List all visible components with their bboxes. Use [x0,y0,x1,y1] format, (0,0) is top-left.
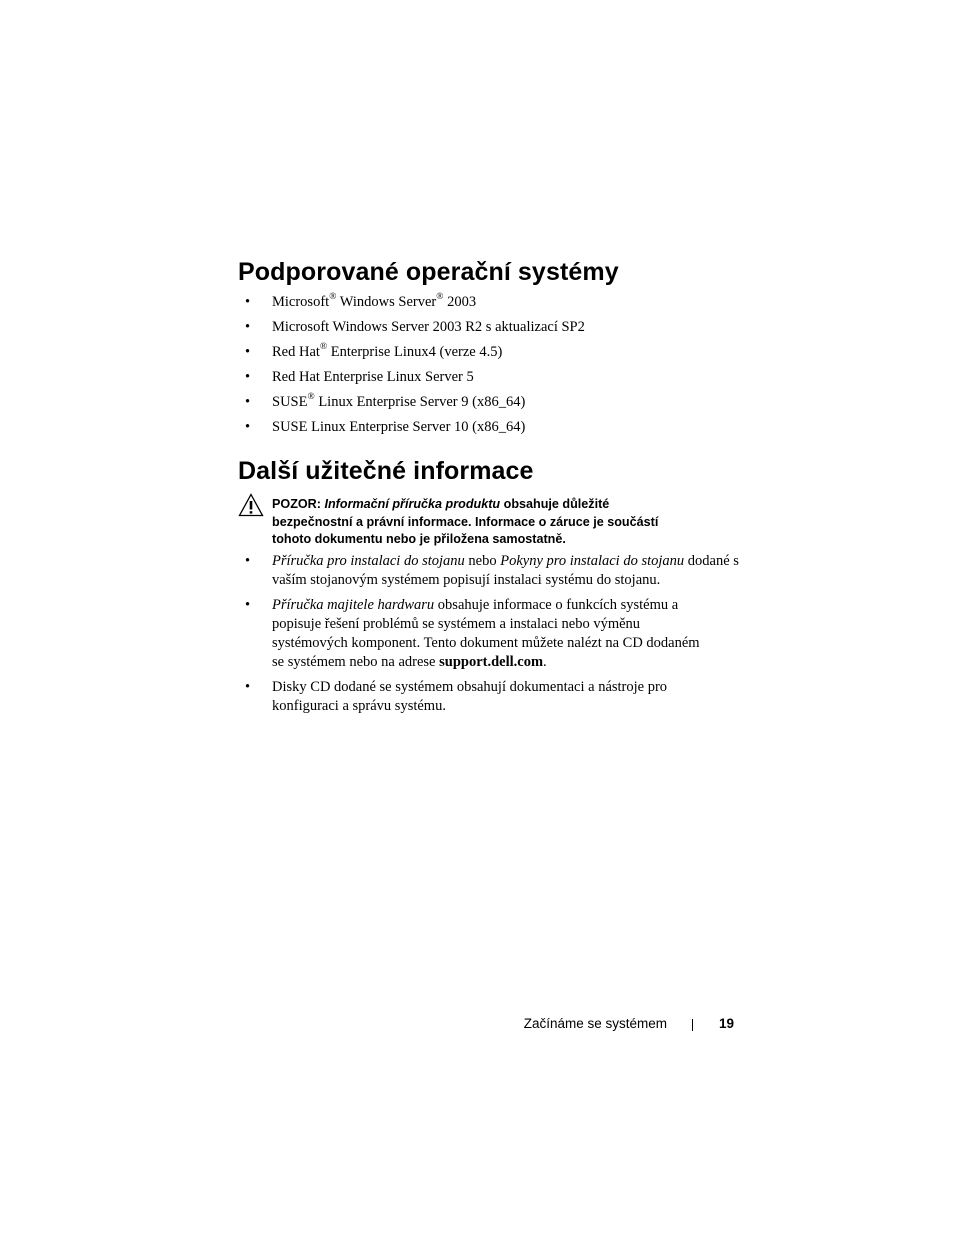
footer-separator [692,1019,693,1031]
list-item: • Microsoft Windows Server 2003 R2 s aktualizací SP2 [238,317,748,342]
list-item: • Red Hat Enterprise Linux Server 5 [238,367,748,392]
bullet: • [245,319,251,335]
section-heading-other-info: Další užitečné informace [238,457,534,485]
bullet: • [245,344,251,360]
bullet: • [245,419,251,435]
page-number: 19 [719,1016,735,1031]
bullet: • [245,369,251,385]
section-heading-supported-os: Podporované operační systémy [238,258,619,286]
bullet: • [245,679,251,695]
page-footer [0,1014,954,1036]
info-list [238,552,748,716]
support-link[interactable]: support.dell.com [439,654,544,670]
list-item: • Red Hat® Enterprise Linux4 (verze 4.5) [238,342,748,367]
caution-text: POZOR: Informační příručka produktu obsahuje důležité bezpečnostní a právní informace. Informace o záruce je součástí tohoto dokumentu nebo je přiložena samostatně. [272,497,659,546]
list-item: • Příručka pro instalaci do stojanu nebo Pokyny pro instalaci do stojanu dodané s vaším stojanovým systémem popisují instalaci systému do stojanu. [245,553,739,588]
list-item: • SUSE Linux Enterprise Server 10 (x86_64) [238,417,748,442]
footer-title: Začínáme se systémem [523,1016,667,1031]
list-item: • Příručka majitele hardwaru obsahuje informace o funkcích systému a popisuje řešení problémů se systémem a instalaci nebo výměnu systémových komponent. Tento dokument můžete nalézt na CD dodaném se systémem nebo na adrese support.dell.com. [245,597,700,670]
bullet: • [245,394,251,410]
list-item: • Microsoft® Windows Server® 2003 [238,292,748,317]
bullet: • [245,294,251,310]
warning-triangle-icon [238,493,264,517]
bullet: • [245,553,251,569]
list-item: • Disky CD dodané se systémem obsahují dokumentaci a nástroje pro konfiguraci a správu systému. [245,679,668,714]
list-item: • SUSE® Linux Enterprise Server 9 (x86_64) [238,392,748,417]
supported-os-list [238,292,748,442]
bullet: • [245,597,251,613]
